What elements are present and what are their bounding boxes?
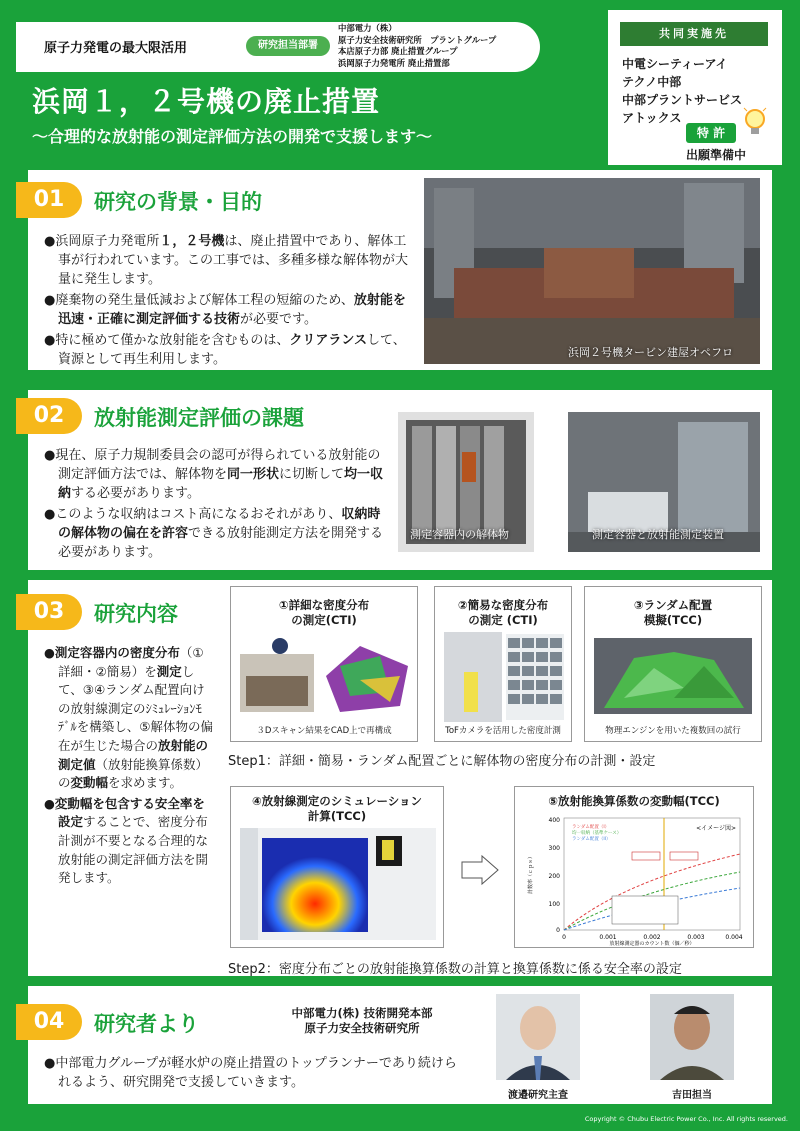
bullet: ●中部電力グループが軽水炉の廃止措置のトップランナーであり続けられるよう、研究開発で支援していきます。	[44, 1056, 457, 1090]
step-1: Step1：詳細・簡易・ランダム配置ごとに解体物の密度分布の計測・設定	[228, 754, 656, 769]
turbine-building-photo	[424, 178, 760, 364]
text: クリアランス	[289, 333, 367, 348]
text: して、③④ランダム配置向けの放射線測定のｼﾐｭﾚｰｼｮﾝﾓﾃﾞﾙを構築し、⑤解体物の偏在が生じた場合の	[58, 663, 213, 753]
collab-list	[622, 55, 742, 127]
x-tick: 0.001	[599, 934, 617, 941]
conversion-chart	[520, 812, 748, 946]
section-1-title: 研究の背景・目的	[94, 190, 262, 214]
section-2-title: 放射能測定評価の課題	[94, 406, 304, 430]
dept-item: 中部電力（株）	[338, 23, 397, 33]
box-title	[230, 598, 418, 628]
x-tick: 0.003	[687, 934, 705, 941]
text: ●変動幅を包含する安全率を設定	[44, 795, 205, 830]
x-tick: 0	[562, 934, 566, 941]
text: できる放射能測定方法を開発する必要があります。	[58, 526, 384, 560]
text: 中部電力(株) 技術開発本部	[291, 1006, 433, 1020]
text: ①詳細な密度分布	[278, 598, 370, 612]
text: する必要があります。	[71, 486, 200, 501]
collab-item: アトックス	[622, 111, 682, 125]
text: 均一収納	[58, 467, 384, 501]
dept-item: 本店原子力部 廃止措置グループ	[338, 46, 458, 56]
y-tick: 100	[548, 901, 560, 908]
box-caption: ToFカメラを活用した密度計測	[445, 726, 561, 736]
page-subtitle: ～合理的な放射能の測定評価方法の開発で支援します～	[32, 127, 433, 146]
label-box	[632, 852, 660, 860]
dept-item: 原子力安全技術研究所 プラントグループ	[338, 34, 497, 45]
bullet	[44, 232, 414, 289]
text: 計算(TCC)	[307, 809, 367, 823]
copyright: Copyright © Chubu Electric Power Co., Inc. All rights reserved.	[584, 1115, 788, 1123]
x-tick: 0.002	[643, 934, 661, 941]
scan-images	[240, 636, 410, 716]
bullet	[44, 331, 414, 369]
text: して、資源として再生利用します。	[58, 333, 406, 367]
x-tick: 0.004	[725, 934, 743, 941]
y-tick: 0	[556, 927, 560, 934]
text: 原子力安全技術研究所	[304, 1021, 420, 1035]
collab-item: 中部プラントサービス	[622, 93, 743, 107]
text: することで、密度分布計測が不要となる合理的な放射能の測定評価方法を開発します。	[58, 814, 209, 886]
photo-caption: 浜岡２号機タービン建屋オペフロ	[568, 346, 733, 359]
y-axis-label: 計数率（ｃｐｓ）	[528, 853, 534, 895]
text: 収納時の解体物の偏在を許容	[58, 507, 381, 541]
text: （放射能換算係数）の	[58, 756, 209, 791]
text: 放射能を迅速・正確に測定評価する技術	[58, 293, 406, 327]
text: １，２号機	[159, 234, 225, 249]
y-tick: 200	[548, 873, 560, 880]
photo-caption: 測定容器と放射能測定装置	[592, 528, 724, 541]
text: ③ランダム配置	[633, 598, 713, 612]
y-tick: 300	[548, 845, 560, 852]
text: 同一形状	[227, 467, 280, 482]
researcher-photo-1	[496, 994, 580, 1080]
legend-entry: ランダム配置（I）	[572, 825, 610, 830]
section-3-title: 研究内容	[94, 602, 178, 626]
text: の測定 (CTI)	[468, 613, 538, 627]
section-3-number: 03	[16, 594, 82, 630]
chart-note: <イメージ図>	[696, 825, 736, 832]
box-title	[584, 598, 762, 628]
text: は、廃止措置中であり、解体工事が行われています。この工事では、多種多様な解体物が大量に発生します。	[58, 234, 408, 287]
dept-label: 研究担当部署	[246, 36, 330, 56]
legend-entry: ランダム配置（II）	[572, 837, 611, 842]
bullet	[44, 644, 214, 793]
box-caption: ３Dスキャン結果をCAD上で再構成	[256, 726, 392, 736]
text: ●このような収納はコスト高になるおそれがあり、	[44, 507, 342, 522]
simulation-image	[240, 828, 436, 940]
researcher-org	[262, 1006, 462, 1036]
section-4-title: 研究者より	[94, 1012, 199, 1036]
y-tick: 400	[548, 817, 560, 824]
patent-status: 出願準備中	[686, 148, 747, 162]
text: ②簡易な密度分布	[457, 598, 549, 612]
bullet	[44, 291, 414, 329]
text: ●測定容器内の密度分布	[44, 645, 180, 660]
text: 変動幅	[70, 775, 109, 791]
step-2: Step2：密度分布ごとの放射能換算係数の計算と換算係数に係る安全率の設定	[228, 962, 682, 977]
text: ●現在、原子力規制委員会の認可が得られている放射能の測定評価方法では、解体物を	[44, 448, 381, 482]
tof-images	[444, 632, 564, 722]
text: に切断して	[279, 467, 345, 482]
section-3-bullets	[44, 644, 214, 890]
text: ●廃棄物の発生量低減および解体工程の短縮のため、	[44, 293, 354, 308]
text: ●浜岡原子力発電所	[44, 234, 160, 249]
collab-head: 共同実施先	[620, 22, 768, 46]
researcher-name: 吉田担当	[672, 1090, 712, 1101]
collab-item: テクノ中部	[622, 75, 682, 89]
lightbulb-icon	[742, 106, 768, 140]
section-2-number: 02	[16, 398, 82, 434]
text: ④放射線測定のシミュレーション	[251, 794, 423, 808]
bullet	[44, 446, 384, 503]
text: 放射能の測定値	[58, 737, 209, 772]
bullet	[44, 795, 214, 888]
dept-list	[338, 23, 496, 69]
researcher-photo-2	[650, 994, 734, 1080]
section-1-bullets	[44, 232, 414, 371]
text: （①詳細・②簡易）を	[58, 645, 204, 679]
box-title	[230, 794, 444, 824]
photo-caption: 測定容器内の解体物	[410, 528, 509, 541]
text: 測定	[156, 663, 182, 679]
text: の測定(CTI)	[291, 613, 357, 627]
collab-item: 中電シーティーアイ	[622, 57, 728, 71]
patent-badge: 特 許	[686, 123, 736, 143]
text: を求めます。	[108, 775, 183, 791]
arrow-right-icon	[460, 854, 500, 886]
box-caption: 物理エンジンを用いた複数回の試行	[605, 726, 741, 736]
section-4-bullets	[44, 1054, 464, 1094]
legend-entry: 均一収納（基準ケース）	[572, 831, 622, 836]
field-label: 原子力発電の最大限活用	[44, 41, 188, 56]
annotation-box	[612, 896, 678, 924]
section-1-number: 01	[16, 182, 82, 218]
text: ●特に極めて僅かな放射能を含むものは、	[44, 333, 290, 348]
label-box	[670, 852, 698, 860]
page-title: 浜岡１，２号機の廃止措置	[32, 85, 381, 118]
section-2-bullets	[44, 446, 384, 564]
box-title	[434, 598, 572, 628]
text: が必要です。	[240, 312, 317, 327]
bullet	[44, 505, 384, 562]
text: 模擬(TCC)	[643, 613, 703, 627]
dept-item: 浜岡原子力発電所 廃止措置部	[338, 57, 450, 68]
researcher-name: 渡邉研究主査	[508, 1090, 568, 1101]
box-title: ⑤放射能換算係数の変動幅(TCC)	[548, 794, 720, 808]
random-placement-image	[594, 638, 752, 714]
x-axis-label: 放射線測定器のカウント数（個／秒）	[609, 941, 695, 946]
section-4-number: 04	[16, 1004, 82, 1040]
